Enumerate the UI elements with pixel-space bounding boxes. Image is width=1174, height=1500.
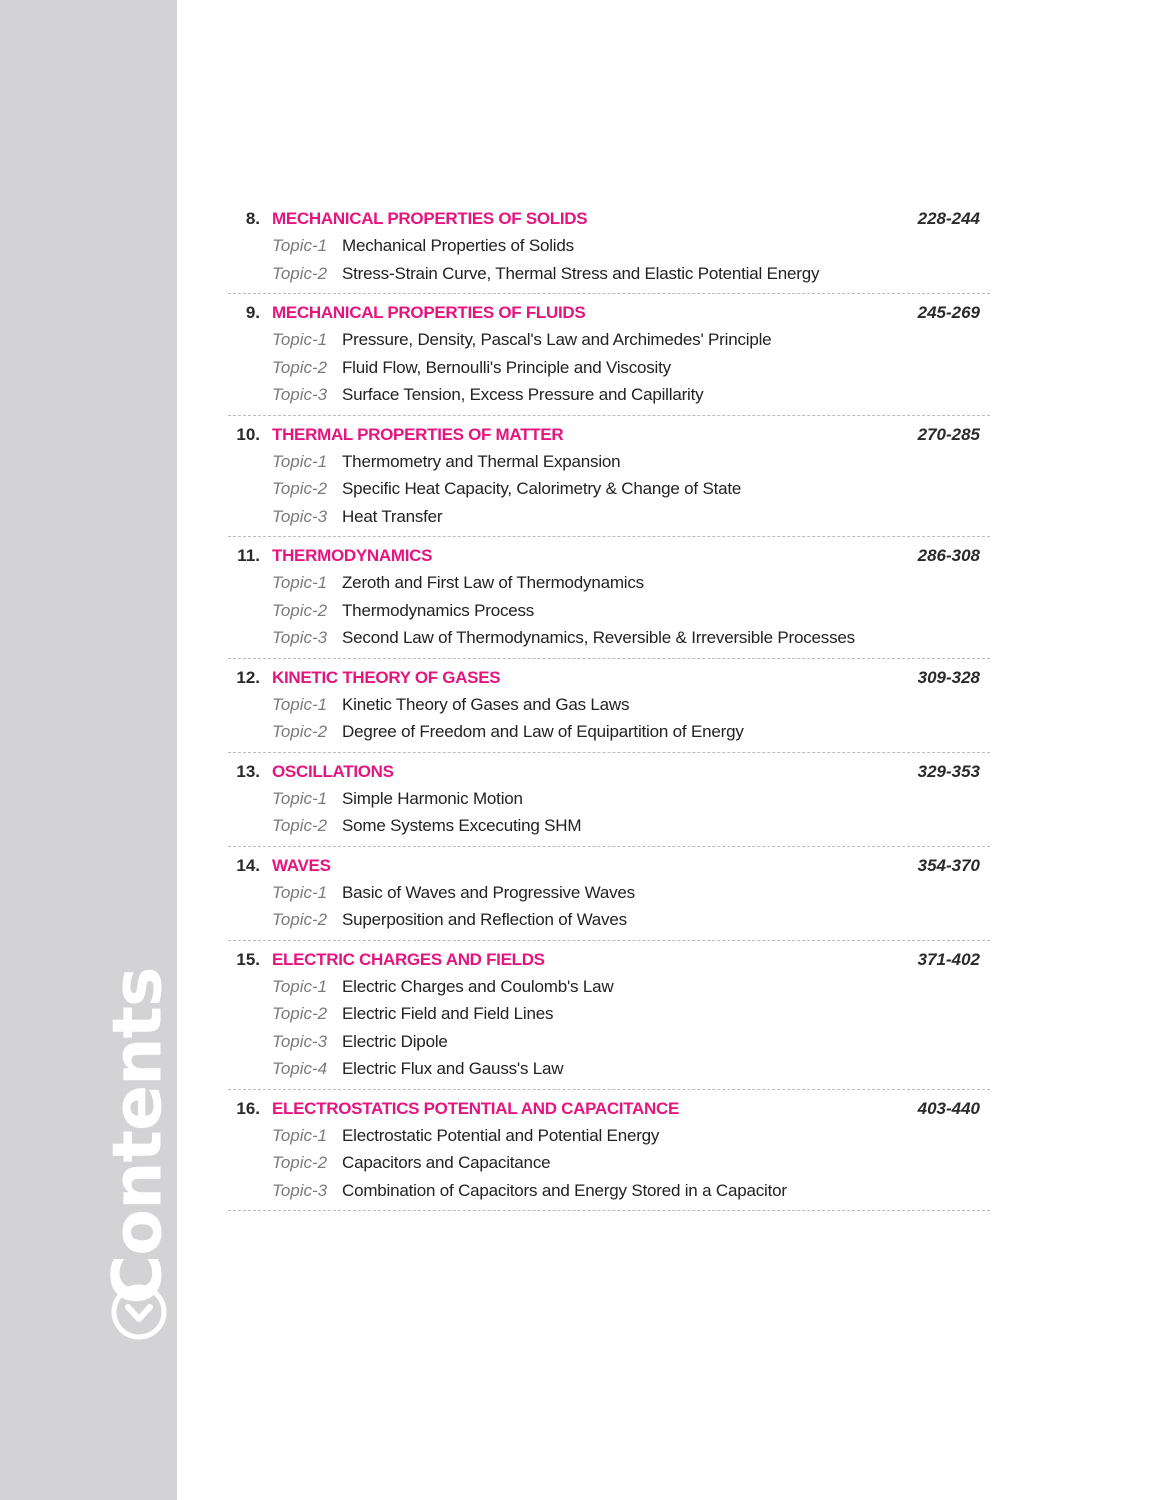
chapter-pages: 309-328 bbox=[917, 667, 980, 687]
topic-title: Electric Field and Field Lines bbox=[342, 1004, 554, 1023]
topic-title: Simple Harmonic Motion bbox=[342, 788, 523, 808]
chapter-title: ELECTROSTATICS POTENTIAL AND CAPACITANCE bbox=[272, 1098, 680, 1118]
topic-title: Specific Heat Capacity, Calorimetry & Change of State bbox=[342, 479, 742, 498]
topic-label: Topic-3 bbox=[272, 628, 328, 647]
topic-title: Combination of Capacitors and Energy Stored in a Capacitor bbox=[342, 1180, 787, 1200]
topic-title: Heat Transfer bbox=[342, 506, 443, 526]
topic-label: Topic-1 bbox=[272, 330, 328, 349]
topic-row bbox=[228, 381, 990, 409]
topic-label: Topic-1 bbox=[272, 882, 328, 902]
chapter-title: ELECTRIC CHARGES AND FIELDS bbox=[272, 949, 545, 969]
topic-title: Thermodynamics Process bbox=[342, 600, 535, 620]
chapter-title: MECHANICAL PROPERTIES OF FLUIDS bbox=[272, 303, 586, 322]
topic-label: Topic-2 bbox=[272, 479, 328, 498]
topic-title: Kinetic Theory of Gases and Gas Laws bbox=[342, 694, 630, 714]
chapter-heading bbox=[228, 852, 990, 879]
chapter-heading bbox=[228, 758, 990, 785]
topic-row bbox=[228, 1177, 990, 1205]
chapter-entry bbox=[228, 537, 990, 659]
topic-row bbox=[228, 624, 990, 652]
topic-title: Thermometry and Thermal Expansion bbox=[342, 451, 621, 471]
topic-label: Topic-1 bbox=[272, 788, 328, 808]
chapter-heading bbox=[228, 1095, 990, 1122]
chapter-heading bbox=[228, 421, 990, 448]
topic-row bbox=[228, 812, 990, 840]
topic-row bbox=[228, 1028, 990, 1056]
topic-title: Second Law of Thermodynamics, Reversible & Irreversible Processes bbox=[342, 628, 855, 647]
topic-label: Topic-3 bbox=[272, 385, 328, 404]
chapter-title: KINETIC THEORY OF GASES bbox=[272, 667, 501, 687]
topic-title: Mechanical Properties of Solids bbox=[342, 236, 574, 255]
chapter-heading bbox=[228, 946, 990, 973]
topic-title: Degree of Freedom and Law of Equipartition of Energy bbox=[342, 722, 744, 741]
topic-title: Pressure, Density, Pascal's Law and Archimedes' Principle bbox=[342, 330, 772, 349]
topic-label: Topic-1 bbox=[272, 976, 328, 996]
topic-row bbox=[228, 260, 990, 288]
chapter-number: 9. bbox=[245, 303, 260, 322]
chapter-number: 11. bbox=[237, 546, 260, 565]
topic-row bbox=[228, 597, 990, 625]
chapter-entry bbox=[228, 1090, 990, 1212]
topic-label: Topic-2 bbox=[272, 263, 328, 283]
topic-title: Surface Tension, Excess Pressure and Capillarity bbox=[342, 385, 704, 404]
topic-title: Electric Flux and Gauss's Law bbox=[342, 1059, 564, 1078]
chapter-title: THERMODYNAMICS bbox=[272, 546, 433, 565]
chapter-heading bbox=[228, 664, 990, 691]
topic-row bbox=[228, 718, 990, 746]
chapter-pages: 403-440 bbox=[917, 1098, 980, 1118]
chapter-entry bbox=[228, 659, 990, 753]
chapter-pages: 286-308 bbox=[917, 546, 980, 565]
topic-title: Zeroth and First Law of Thermodynamics bbox=[342, 573, 644, 592]
topic-row bbox=[228, 1149, 990, 1177]
chapter-heading bbox=[228, 542, 990, 569]
topic-label: Topic-2 bbox=[272, 600, 328, 620]
topic-title: Fluid Flow, Bernoulli's Principle and Viscosity bbox=[342, 357, 671, 377]
chapter-number: 15. bbox=[236, 949, 260, 969]
topic-title: Superposition and Reflection of Waves bbox=[342, 910, 627, 929]
chapter-entry bbox=[228, 941, 990, 1090]
chapter-pages: 245-269 bbox=[917, 303, 980, 322]
topic-row bbox=[228, 475, 990, 503]
chapter-heading bbox=[228, 205, 990, 232]
chapter-number: 13. bbox=[236, 761, 260, 781]
topic-label: Topic-1 bbox=[272, 573, 328, 592]
topic-title: Some Systems Excecuting SHM bbox=[342, 816, 582, 835]
topic-label: Topic-1 bbox=[272, 1125, 328, 1145]
topic-title: Capacitors and Capacitance bbox=[342, 1153, 551, 1172]
topic-label: Topic-2 bbox=[272, 1004, 328, 1023]
topic-label: Topic-3 bbox=[272, 1180, 328, 1200]
topic-row bbox=[228, 879, 990, 907]
topic-title: Basic of Waves and Progressive Waves bbox=[342, 882, 635, 902]
chapter-number: 14. bbox=[236, 855, 260, 875]
chapter-entry bbox=[228, 294, 990, 416]
chapter-title: THERMAL PROPERTIES OF MATTER bbox=[272, 424, 564, 444]
chapter-number: 12. bbox=[236, 667, 260, 687]
topic-label: Topic-1 bbox=[272, 236, 328, 255]
topic-label: Topic-2 bbox=[272, 722, 328, 741]
topic-row bbox=[228, 1122, 990, 1150]
topic-label: Topic-2 bbox=[272, 910, 328, 929]
topic-row bbox=[228, 232, 990, 260]
topic-label: Topic-1 bbox=[272, 694, 328, 714]
topic-title: Electric Dipole bbox=[342, 1031, 448, 1051]
chapter-pages: 354-370 bbox=[917, 855, 980, 875]
topic-row bbox=[228, 448, 990, 476]
chapter-title: OSCILLATIONS bbox=[272, 761, 394, 781]
chapter-heading bbox=[228, 299, 990, 326]
topic-row bbox=[228, 1000, 990, 1028]
topic-row bbox=[228, 569, 990, 597]
table-of-contents bbox=[228, 200, 990, 1211]
topic-title: Electric Charges and Coulomb's Law bbox=[342, 976, 614, 996]
topic-row bbox=[228, 973, 990, 1001]
chapter-pages: 270-285 bbox=[917, 424, 980, 444]
topic-row bbox=[228, 785, 990, 813]
topic-title: Electrostatic Potential and Potential Energy bbox=[342, 1125, 660, 1145]
chapter-title: MECHANICAL PROPERTIES OF SOLIDS bbox=[272, 209, 588, 228]
topic-row bbox=[228, 354, 990, 382]
topic-row bbox=[228, 691, 990, 719]
chapter-entry bbox=[228, 753, 990, 847]
contents-title: Contents bbox=[98, 967, 178, 1305]
chapter-entry bbox=[228, 847, 990, 941]
topic-label: Topic-4 bbox=[272, 1059, 328, 1078]
topic-row bbox=[228, 326, 990, 354]
topic-row bbox=[228, 503, 990, 531]
chapter-number: 16. bbox=[236, 1098, 260, 1118]
chapter-pages: 371-402 bbox=[917, 949, 980, 969]
topic-label: Topic-2 bbox=[272, 816, 328, 835]
chapter-pages: 228-244 bbox=[917, 209, 980, 228]
topic-row bbox=[228, 906, 990, 934]
chapter-number: 10. bbox=[236, 424, 260, 444]
topic-label: Topic-2 bbox=[272, 357, 328, 377]
topic-title: Stress-Strain Curve, Thermal Stress and Elastic Potential Energy bbox=[342, 263, 820, 283]
topic-label: Topic-2 bbox=[272, 1153, 328, 1172]
chapter-number: 8. bbox=[245, 209, 260, 228]
sidebar bbox=[0, 0, 177, 1500]
topic-label: Topic-1 bbox=[272, 451, 328, 471]
topic-row bbox=[228, 1055, 990, 1083]
chapter-title: WAVES bbox=[272, 855, 331, 875]
chapter-entry bbox=[228, 416, 990, 538]
chapter-pages: 329-353 bbox=[917, 761, 980, 781]
chevron-circle-icon bbox=[110, 1283, 168, 1341]
topic-label: Topic-3 bbox=[272, 506, 328, 526]
chapter-entry bbox=[228, 200, 990, 294]
topic-label: Topic-3 bbox=[272, 1031, 328, 1051]
